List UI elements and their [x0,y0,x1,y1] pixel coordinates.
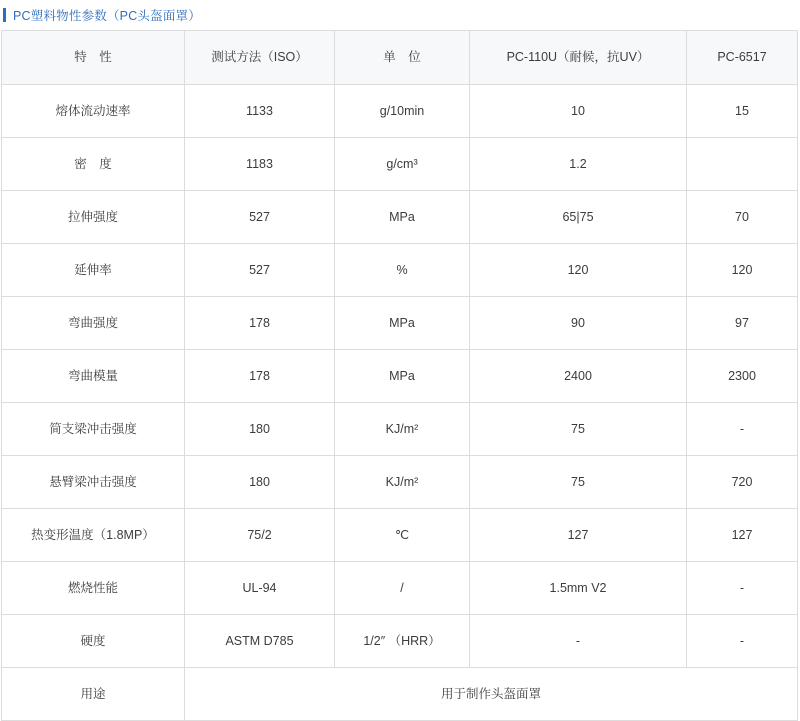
cell-pc110u: 1.2 [470,138,687,191]
cell-unit: / [335,562,470,615]
column-header-pc6517: PC-6517 [687,31,798,85]
cell-pc110u: - [470,615,687,668]
title-accent-bar [3,8,6,22]
cell-property: 弯曲强度 [2,297,185,350]
cell-property: 硬度 [2,615,185,668]
table-row [2,562,798,615]
table-row-usage [2,668,798,721]
cell-unit: KJ/m² [335,403,470,456]
cell-property: 简支梁冲击强度 [2,403,185,456]
cell-property: 拉伸强度 [2,191,185,244]
column-header-unit: 单 位 [335,31,470,85]
cell-property: 悬臂梁冲击强度 [2,456,185,509]
cell-property: 弯曲模量 [2,350,185,403]
cell-pc6517: 120 [687,244,798,297]
table-row [2,403,798,456]
cell-property: 延伸率 [2,244,185,297]
cell-unit: % [335,244,470,297]
page-title [0,0,800,30]
cell-pc6517: - [687,562,798,615]
cell-unit: MPa [335,191,470,244]
table-header-row [2,31,798,85]
cell-unit: MPa [335,350,470,403]
cell-pc6517: 70 [687,191,798,244]
cell-pc6517 [687,138,798,191]
table-row [2,615,798,668]
cell-usage-value: 用于制作头盔面罩 [185,668,798,721]
cell-pc110u: 90 [470,297,687,350]
cell-pc110u: 120 [470,244,687,297]
cell-method: ASTM D785 [185,615,335,668]
cell-pc110u: 1.5mm V2 [470,562,687,615]
cell-method: 180 [185,403,335,456]
cell-method: 1183 [185,138,335,191]
cell-method: 75/2 [185,509,335,562]
cell-method: 178 [185,350,335,403]
table-row [2,456,798,509]
cell-property: 燃烧性能 [2,562,185,615]
table-row [2,297,798,350]
table-row [2,350,798,403]
cell-method: 527 [185,191,335,244]
page-title-text: PC塑料物性参数（PC头盔面罩） [13,9,201,23]
cell-method: 1133 [185,85,335,138]
cell-pc6517: 97 [687,297,798,350]
cell-method: 180 [185,456,335,509]
cell-pc6517: 127 [687,509,798,562]
column-header-method: 测试方法（ISO） [185,31,335,85]
table-row [2,244,798,297]
cell-unit: g/10min [335,85,470,138]
cell-property: 密 度 [2,138,185,191]
column-header-property: 特 性 [2,31,185,85]
cell-pc6517: - [687,615,798,668]
table-row [2,138,798,191]
cell-property: 熔体流动速率 [2,85,185,138]
table-row [2,191,798,244]
cell-unit: KJ/m² [335,456,470,509]
cell-method: UL-94 [185,562,335,615]
cell-pc110u: 10 [470,85,687,138]
cell-unit: g/cm³ [335,138,470,191]
column-header-pc110u: PC-110U（耐候，抗UV） [470,31,687,85]
cell-unit: ℃ [335,509,470,562]
cell-method: 527 [185,244,335,297]
cell-pc110u: 75 [470,456,687,509]
cell-method: 178 [185,297,335,350]
cell-property: 热变形温度（1.8MP） [2,509,185,562]
cell-pc110u: 65|75 [470,191,687,244]
cell-unit: MPa [335,297,470,350]
cell-pc6517: - [687,403,798,456]
cell-usage-label: 用途 [2,668,185,721]
table-row [2,85,798,138]
table-row [2,509,798,562]
cell-unit: 1/2″ （HRR） [335,615,470,668]
cell-pc6517: 2300 [687,350,798,403]
cell-pc6517: 720 [687,456,798,509]
pc-plastic-properties-table [1,30,798,721]
cell-pc110u: 75 [470,403,687,456]
cell-pc6517: 15 [687,85,798,138]
cell-pc110u: 127 [470,509,687,562]
cell-pc110u: 2400 [470,350,687,403]
